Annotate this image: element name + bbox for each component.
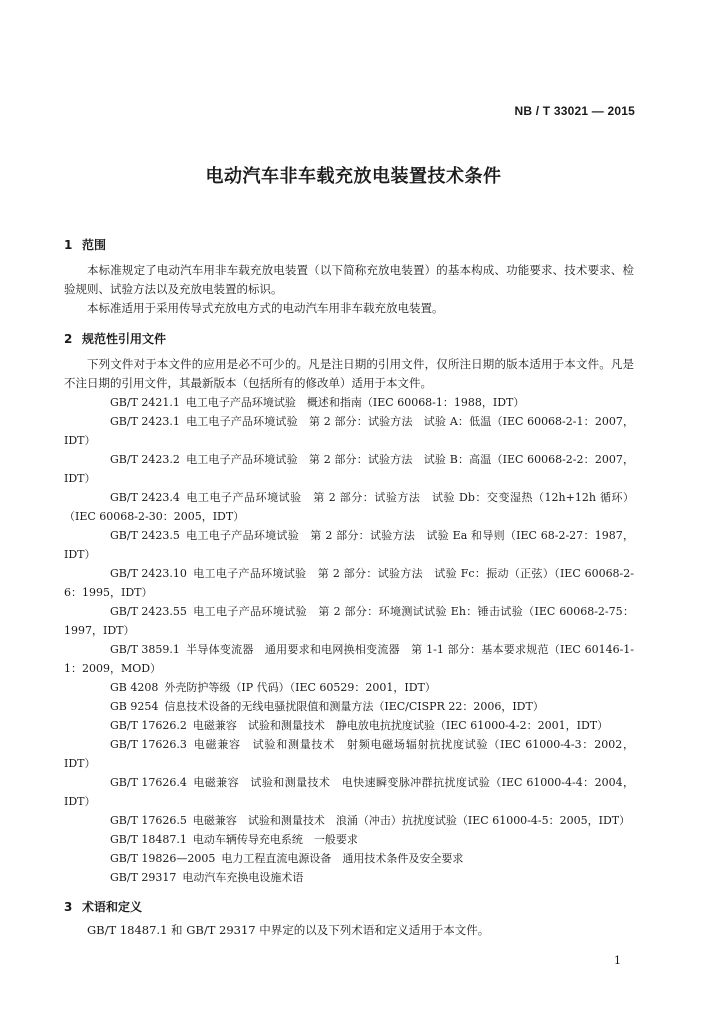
section-title: 术语和定义 <box>82 900 143 914</box>
reference-code: GB 4208 <box>110 681 159 694</box>
section-3-paragraph: GB/T 18487.1 和 GB/T 29317 中界定的以及下列术语和定义适用于本文件。 <box>87 923 490 937</box>
reference-title: 外壳防护等级（IP 代码）（IEC 60529：2001，IDT） <box>164 681 436 694</box>
reference-title: 信息技术设备的无线电骚扰限值和测量方法（IEC/CISPR 22：2006，IDT） <box>164 700 544 713</box>
reference-item <box>64 735 634 773</box>
reference-title: 电动汽车充换电设施术语 <box>182 871 304 884</box>
reference-code: GB/T 18487.1 <box>110 833 187 846</box>
reference-title: 电磁兼容 试验和测量技术 射频电磁场辐射抗扰度试验（IEC 61000-4-3：2002，IDT） <box>64 738 634 770</box>
reference-item <box>64 830 634 849</box>
reference-item <box>64 526 634 564</box>
section-1-heading <box>64 236 106 253</box>
reference-title: 电磁兼容 试验和测量技术 静电放电抗扰度试验（IEC 61000-4-2：2001，IDT） <box>192 719 609 732</box>
reference-item <box>64 640 634 678</box>
reference-code: GB/T 2423.55 <box>110 605 187 618</box>
section-number: 1 <box>64 238 73 252</box>
document-title: 电动汽车非车载充放电装置技术条件 <box>205 166 502 187</box>
reference-code: GB/T 2423.10 <box>110 567 187 580</box>
reference-title: 电工电子产品环境试验 概述和指南（IEC 60068-1：1988，IDT） <box>185 396 525 409</box>
reference-item <box>64 488 634 526</box>
reference-item <box>64 697 634 716</box>
section-3-heading <box>64 898 142 915</box>
reference-item <box>64 849 634 868</box>
reference-item <box>64 450 634 488</box>
reference-code: GB/T 2423.2 <box>110 453 180 466</box>
reference-item <box>64 412 634 450</box>
reference-code: GB/T 2423.1 <box>110 415 180 428</box>
section-1-paragraph: 本标准适用于采用传导式充放电方式的电动汽车用非车载充放电装置。 <box>87 301 444 315</box>
section-title: 范围 <box>82 238 107 252</box>
section-2-intro: 下列文件对于本文件的应用是必不可少的。凡是注日期的引用文件，仅所注日期的版本适用于本文件。凡是不注日期的引用文件，其最新版本（包括所有的修改单）适用于本文件。 <box>64 357 634 390</box>
reference-code: GB/T 2421.1 <box>110 396 180 409</box>
section-1-paragraph: 本标准规定了电动汽车用非车载充放电装置（以下简称充放电装置）的基本构成、功能要求、技术要求、检验规则、试验方法以及充放电装置的标识。 <box>64 263 634 296</box>
reference-item <box>64 564 634 602</box>
reference-code: GB/T 17626.3 <box>110 738 187 751</box>
reference-title: 电工电子产品环境试验 第 2 部分：试验方法 试验 B：高温（IEC 60068-2-2：2007，IDT） <box>64 453 634 485</box>
reference-item <box>64 678 634 697</box>
reference-title: 电工电子产品环境试验 第 2 部分：试验方法 试验 Ea 和导则（IEC 68-2-27：1987，IDT） <box>64 529 634 561</box>
standard-number: NB / T 33021 — 2015 <box>514 104 635 118</box>
section-title: 规范性引用文件 <box>82 332 167 346</box>
reference-item <box>64 602 634 640</box>
reference-code: GB/T 17626.4 <box>110 776 187 789</box>
reference-title: 电工电子产品环境试验 第 2 部分：试验方法 试验 A：低温（IEC 60068-2-1：2007，IDT） <box>64 415 634 447</box>
reference-code: GB/T 17626.2 <box>110 719 187 732</box>
reference-title: 电工电子产品环境试验 第 2 部分：试验方法 试验 Db：交变湿热（12h+12h 循环）（IEC 60068-2-30：2005，IDT） <box>64 491 634 523</box>
reference-code: GB/T 2423.5 <box>110 529 180 542</box>
reference-code: GB/T 2423.4 <box>110 491 180 504</box>
reference-item <box>64 393 634 412</box>
reference-title: 电磁兼容 试验和测量技术 浪涌（冲击）抗扰度试验（IEC 61000-4-5：2005，IDT） <box>192 814 631 827</box>
reference-title: 电力工程直流电源设备 通用技术条件及安全要求 <box>221 852 464 865</box>
reference-code: GB/T 29317 <box>110 871 177 884</box>
reference-code: GB/T 3859.1 <box>110 643 180 656</box>
reference-title: 电工电子产品环境试验 第 2 部分：环境测试试验 Eh：锤击试验（IEC 60068-2-75：1997，IDT） <box>64 605 634 637</box>
reference-item <box>64 716 634 735</box>
reference-title: 电工电子产品环境试验 第 2 部分：试验方法 试验 Fc：振动（正弦）（IEC 60068-2-6：1995，IDT） <box>64 567 634 599</box>
reference-item <box>64 773 634 811</box>
section-number: 3 <box>64 900 73 914</box>
reference-code: GB 9254 <box>110 700 159 713</box>
reference-code: GB/T 17626.5 <box>110 814 187 827</box>
section-2-heading <box>64 330 166 347</box>
reference-title: 电磁兼容 试验和测量技术 电快速瞬变脉冲群抗扰度试验（IEC 61000-4-4：2004，IDT） <box>64 776 634 808</box>
reference-item <box>64 811 634 830</box>
section-number: 2 <box>64 332 73 346</box>
page-number: 1 <box>614 954 621 967</box>
reference-code: GB/T 19826—2005 <box>110 852 216 865</box>
reference-title: 半导体变流器 通用要求和电网换相变流器 第 1-1 部分：基本要求规范（IEC 60146-1-1：2009，MOD） <box>64 643 634 675</box>
reference-title: 电动车辆传导充电系统 一般要求 <box>192 833 358 846</box>
reference-item <box>64 868 634 887</box>
